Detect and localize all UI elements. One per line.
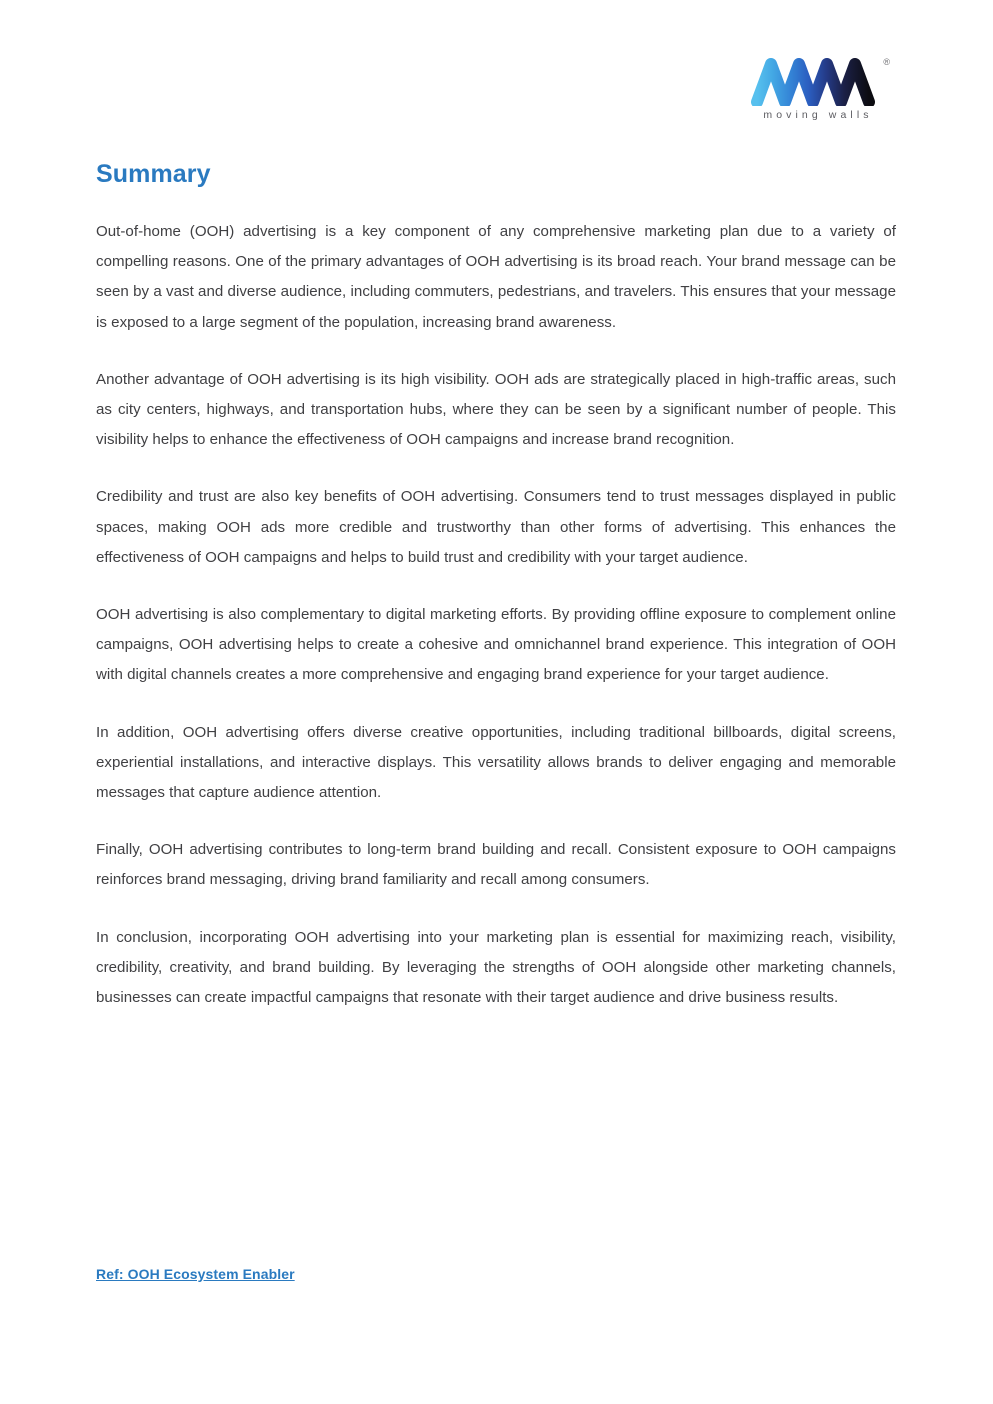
paragraph-4: OOH advertising is also complementary to digital marketing efforts. By providing offline exposure to complement online campaigns, OOH advertising helps to create a cohesive and omnichannel brand experience. This integration of OOH with digital channels creates a more comprehensive and engaging brand experience for your target audience.	[96, 606, 896, 684]
registered-trademark-icon: ®	[883, 57, 890, 67]
paragraph-2: Another advantage of OOH advertising is its high visibility. OOH ads are strategically placed in high-traffic areas, such as city centers, highways, and transportation hubs, where they can be seen by a significant number of people. This visibility helps to enhance the effectiveness of OOH campaigns and increase brand recognition.	[96, 370, 896, 449]
document-body	[96, 160, 896, 1013]
reference-link[interactable]: Ref: OOH Ecosystem Enabler	[96, 1266, 295, 1282]
paragraph-6: Finally, OOH advertising contributes to long-term brand building and recall. Consistent exposure to OOH campaigns reinforces brand messaging, driving brand familiarity and recall among consumers.	[96, 841, 896, 889]
reference-section	[96, 1266, 295, 1284]
moving-walls-zigzag-icon	[751, 57, 890, 106]
paragraph-5: In addition, OOH advertising offers diverse creative opportunities, including traditional billboards, digital screens, experiential installations, and interactive displays. This versatility allows brands to deliver engaging and memorable messages that capture audience attention.	[96, 723, 896, 802]
paragraph-7: In conclusion, incorporating OOH advertising into your marketing plan is essential for maximizing reach, visibility, credibility, creativity, and brand building. By leveraging the strengths of OOH alongside other marketing channels, businesses can create impactful campaigns that resonate with their target audience and drive business results.	[96, 928, 896, 1007]
brand-wordmark: moving walls	[763, 109, 873, 121]
paragraph-3: Credibility and trust are also key benefits of OOH advertising. Consumers tend to trust messages displayed in public spaces, making OOH ads more credible and trustworthy than other forms of advertising. This enhances the effectiveness of OOH campaigns and helps to build trust and credibility with your target audience.	[96, 488, 896, 566]
page-title: Summary	[96, 160, 211, 188]
brand-logo	[746, 57, 890, 121]
paragraph-1: Out-of-home (OOH) advertising is a key component of any comprehensive marketing plan due to a variety of compelling reasons. One of the primary advantages of OOH advertising is its broad reach. Your brand message can be seen by a vast and diverse audience, including commuters, pedestrians, and travelers. This ensures that your message is exposed to a large segment of the population, increasing brand awareness.	[96, 223, 896, 331]
